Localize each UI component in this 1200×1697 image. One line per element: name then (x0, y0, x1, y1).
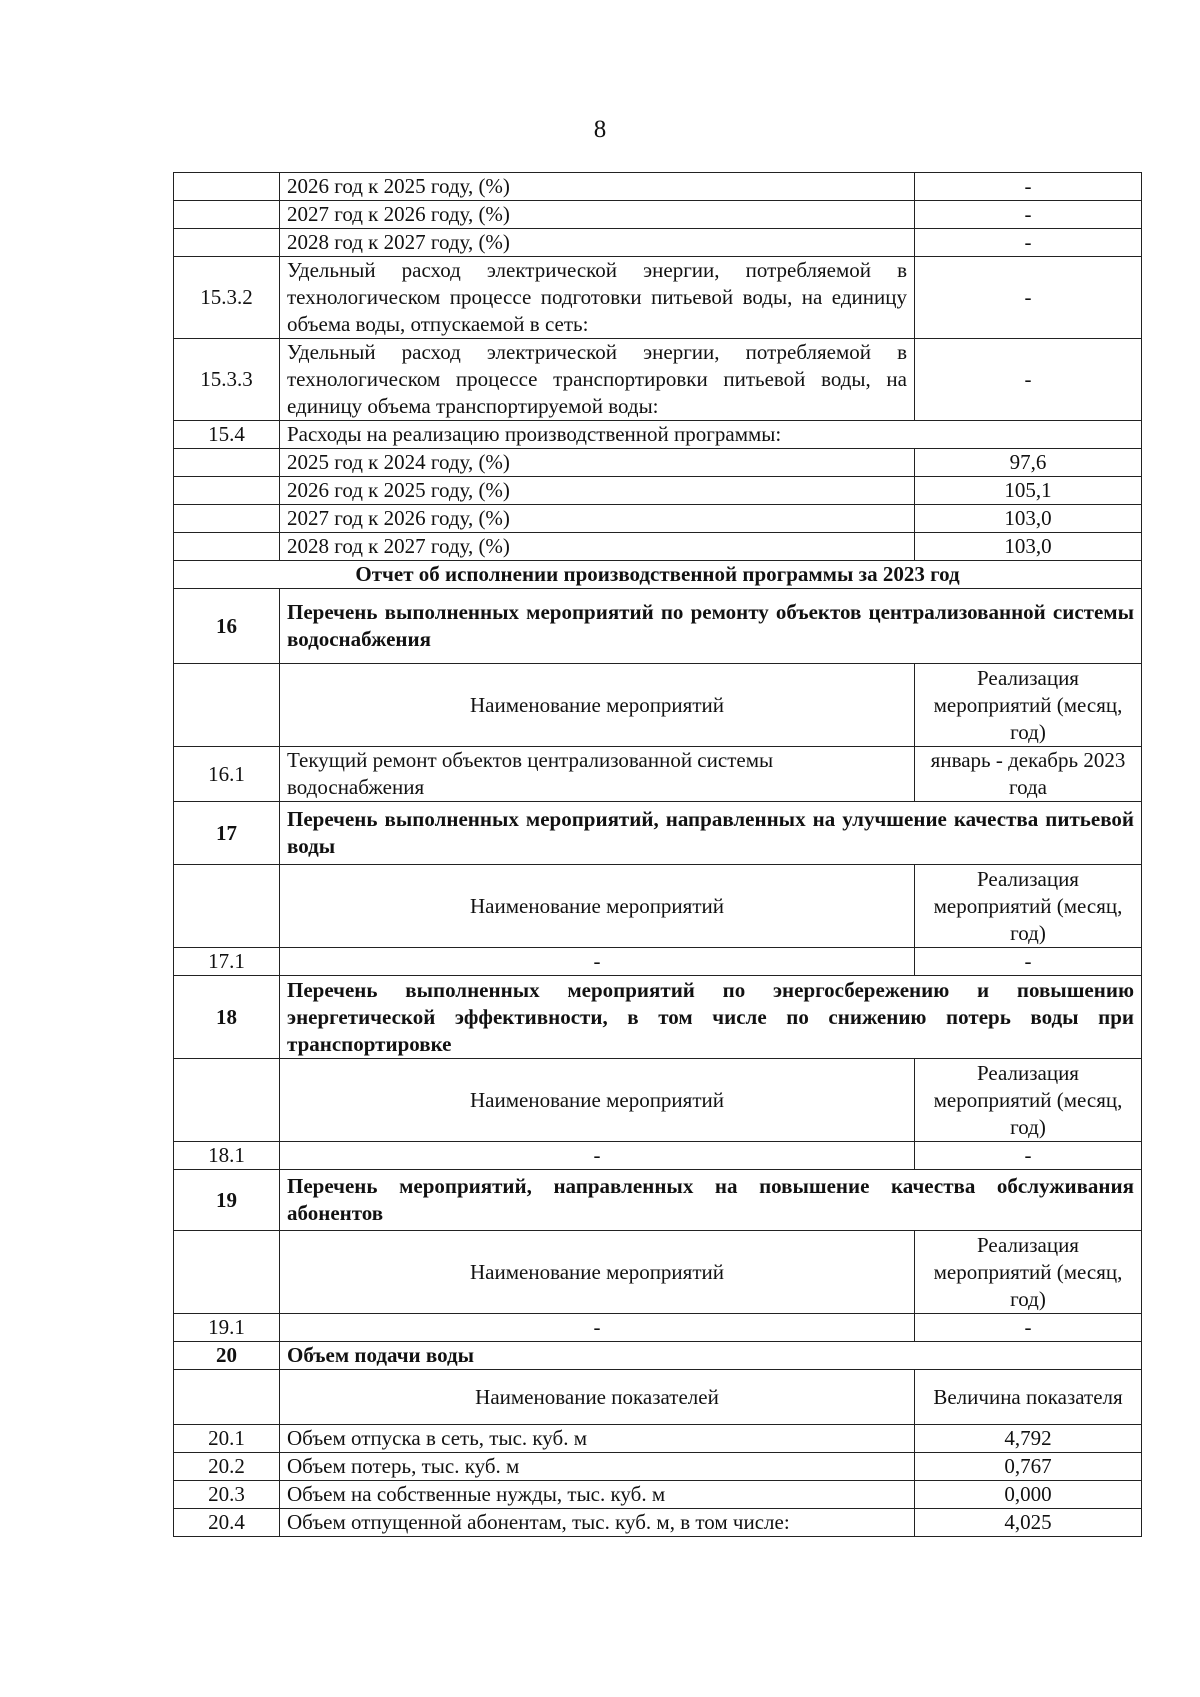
row-value: - (915, 229, 1142, 257)
row-number (174, 173, 280, 201)
empty-cell (174, 1059, 280, 1142)
row-value: - (915, 1142, 1142, 1170)
row-value: январь - декабрь 2023 года (915, 747, 1142, 802)
row-value: - (915, 173, 1142, 201)
column-header-name: Наименование мероприятий (280, 664, 915, 747)
empty-cell (174, 865, 280, 948)
row-name: 2026 год к 2025 году, (%) (280, 477, 915, 505)
row-name: Расходы на реализацию производственной программы: (280, 421, 1142, 449)
row-value: 105,1 (915, 477, 1142, 505)
row-value: - (915, 948, 1142, 976)
table-row (174, 173, 1142, 201)
section-number: 20 (174, 1342, 280, 1370)
row-value: 4,792 (915, 1425, 1142, 1453)
section-number: 17 (174, 802, 280, 865)
table-row (174, 1142, 1142, 1170)
row-number (174, 229, 280, 257)
section-title: Перечень выполненных мероприятий по энергосбережению и повышению энергетической эффективности, в том числе по снижению потерь воды при транспортировке (280, 976, 1142, 1059)
column-header-value: Реализация мероприятий (месяц, год) (915, 1059, 1142, 1142)
row-value: - (915, 1314, 1142, 1342)
row-number: 18.1 (174, 1142, 280, 1170)
section-number: 18 (174, 976, 280, 1059)
row-number: 20.1 (174, 1425, 280, 1453)
table-row (174, 747, 1142, 802)
table-row (174, 1425, 1142, 1453)
table-row (174, 421, 1142, 449)
column-header-value: Реализация мероприятий (месяц, год) (915, 865, 1142, 948)
empty-cell (174, 664, 280, 747)
section-title: Перечень мероприятий, направленных на повышение качества обслуживания абонентов (280, 1170, 1142, 1231)
column-header-value: Величина показателя (915, 1370, 1142, 1425)
row-name: Текущий ремонт объектов централизованной системы водоснабжения (280, 747, 915, 802)
row-number (174, 449, 280, 477)
column-header-row (174, 1370, 1142, 1425)
row-number (174, 201, 280, 229)
row-value: 4,025 (915, 1509, 1142, 1537)
table-row (174, 339, 1142, 421)
table-row (174, 201, 1142, 229)
row-number: 17.1 (174, 948, 280, 976)
column-header-row (174, 865, 1142, 948)
section-header-row (174, 802, 1142, 865)
empty-cell (174, 1370, 280, 1425)
row-name: 2026 год к 2025 году, (%) (280, 173, 915, 201)
row-name: 2025 год к 2024 году, (%) (280, 449, 915, 477)
column-header-name: Наименование мероприятий (280, 1231, 915, 1314)
column-header-row (174, 1059, 1142, 1142)
row-number: 19.1 (174, 1314, 280, 1342)
row-name: 2028 год к 2027 году, (%) (280, 229, 915, 257)
row-name: - (280, 1314, 915, 1342)
row-name: - (280, 1142, 915, 1170)
row-number: 15.4 (174, 421, 280, 449)
report-title: Отчет об исполнении производственной программы за 2023 год (174, 561, 1142, 589)
empty-cell (174, 1231, 280, 1314)
row-name: - (280, 948, 915, 976)
section-header-row (174, 1342, 1142, 1370)
table-row (174, 257, 1142, 339)
section-number: 16 (174, 589, 280, 664)
table-row (174, 1481, 1142, 1509)
row-number (174, 533, 280, 561)
section-header-row (174, 1170, 1142, 1231)
row-value: - (915, 339, 1142, 421)
column-header-name: Наименование мероприятий (280, 865, 915, 948)
row-number (174, 505, 280, 533)
row-name: 2027 год к 2026 году, (%) (280, 505, 915, 533)
row-number: 20.2 (174, 1453, 280, 1481)
column-header-value: Реализация мероприятий (месяц, год) (915, 664, 1142, 747)
row-number: 20.4 (174, 1509, 280, 1537)
table-row (174, 229, 1142, 257)
row-name: Объем отпущенной абонентам, тыс. куб. м, в том числе: (280, 1509, 915, 1537)
table-row (174, 477, 1142, 505)
row-number: 15.3.3 (174, 339, 280, 421)
row-value: - (915, 257, 1142, 339)
row-name: 2027 год к 2026 году, (%) (280, 201, 915, 229)
table-row (174, 1314, 1142, 1342)
row-number: 16.1 (174, 747, 280, 802)
section-header-row (174, 589, 1142, 664)
section-title: Объем подачи воды (280, 1342, 1142, 1370)
column-header-row (174, 664, 1142, 747)
section-header-row (174, 976, 1142, 1059)
row-name: Объем на собственные нужды, тыс. куб. м (280, 1481, 915, 1509)
section-title: Перечень выполненных мероприятий по ремонту объектов централизованной системы водоснабжения (280, 589, 1142, 664)
row-value: 97,6 (915, 449, 1142, 477)
report-title-row (174, 561, 1142, 589)
program-table (173, 172, 1142, 1537)
column-header-name: Наименование мероприятий (280, 1059, 915, 1142)
row-number (174, 477, 280, 505)
column-header-value: Реализация мероприятий (месяц, год) (915, 1231, 1142, 1314)
table-row (174, 505, 1142, 533)
row-number: 15.3.2 (174, 257, 280, 339)
table-row (174, 1509, 1142, 1537)
row-value: 103,0 (915, 533, 1142, 561)
row-name: Удельный расход электрической энергии, потребляемой в технологическом процессе подготовки питьевой воды, на единицу объема воды, отпускаемой в сеть: (280, 257, 915, 339)
section-title: Перечень выполненных мероприятий, направленных на улучшение качества питьевой воды (280, 802, 1142, 865)
row-number: 20.3 (174, 1481, 280, 1509)
row-value: 103,0 (915, 505, 1142, 533)
column-header-row (174, 1231, 1142, 1314)
row-value: - (915, 201, 1142, 229)
table-row (174, 948, 1142, 976)
table-row (174, 449, 1142, 477)
table-row (174, 1453, 1142, 1481)
row-name: Объем отпуска в сеть, тыс. куб. м (280, 1425, 915, 1453)
row-value: 0,767 (915, 1453, 1142, 1481)
row-name: Удельный расход электрической энергии, потребляемой в технологическом процессе транспортировки питьевой воды, на единицу объема транспортируемой воды: (280, 339, 915, 421)
page-number: 8 (593, 116, 607, 143)
row-value: 0,000 (915, 1481, 1142, 1509)
column-header-name: Наименование показателей (280, 1370, 915, 1425)
section-number: 19 (174, 1170, 280, 1231)
row-name: Объем потерь, тыс. куб. м (280, 1453, 915, 1481)
row-name: 2028 год к 2027 году, (%) (280, 533, 915, 561)
table-row (174, 533, 1142, 561)
